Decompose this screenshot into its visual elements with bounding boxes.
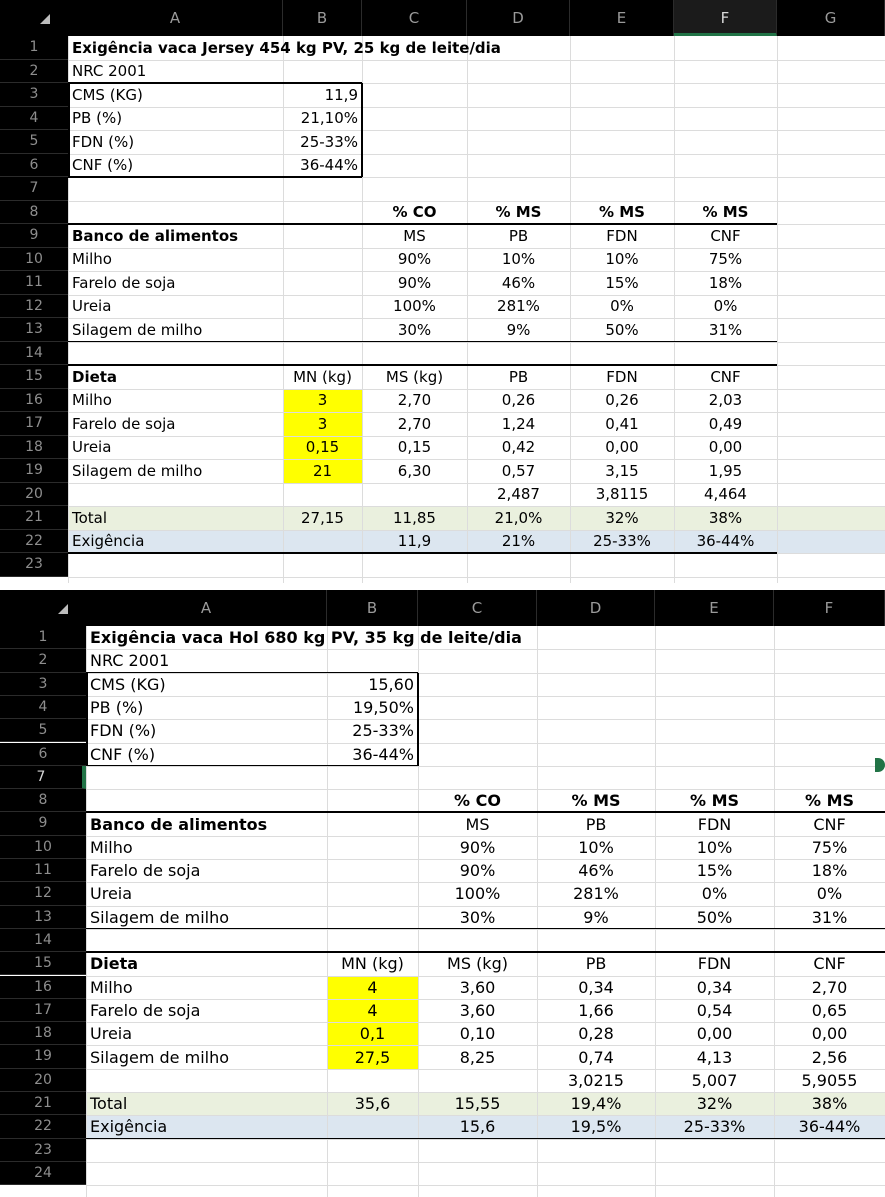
diet-header-cell[interactable]: CNF xyxy=(710,367,741,386)
food-fdn-cell[interactable]: 10% xyxy=(605,250,639,269)
food-pb-cell[interactable]: 9% xyxy=(583,907,609,927)
food-cnf-cell[interactable]: 31% xyxy=(708,320,743,339)
diet-header-cell[interactable]: FDN xyxy=(606,367,638,386)
total-cnf-cell[interactable]: 38% xyxy=(811,1094,848,1114)
diet-fdn-cell[interactable]: 0,34 xyxy=(696,977,733,997)
food-ms-cell[interactable]: 100% xyxy=(454,884,501,904)
diet-cnf-cell[interactable]: 1,95 xyxy=(708,461,743,480)
bank-header-top-cell[interactable]: % MS xyxy=(599,203,645,222)
row-header-8[interactable]: 8 xyxy=(0,201,68,225)
diet-fdn-cell[interactable]: 0,41 xyxy=(605,414,639,433)
total-mn-cell[interactable]: 35,6 xyxy=(354,1094,391,1114)
diet-food-name-cell[interactable]: Ureia xyxy=(90,1024,133,1044)
bank-title-cell[interactable]: Banco de alimentos xyxy=(72,226,239,245)
food-fdn-cell[interactable]: 0% xyxy=(610,297,634,316)
row-header-11[interactable]: 11 xyxy=(0,859,86,882)
diet-food-name-cell[interactable]: Silagem de milho xyxy=(90,1047,230,1067)
requirement-value-cell[interactable]: 36-44% xyxy=(300,156,358,175)
row-header-19[interactable]: 19 xyxy=(0,459,68,483)
row-header-12[interactable]: 12 xyxy=(0,295,68,319)
column-header-d[interactable]: D xyxy=(537,590,655,626)
requirement-value-cell[interactable]: 11,9 xyxy=(324,85,358,104)
diet-fdn-cell[interactable]: 0,26 xyxy=(605,391,639,410)
bank-header-top-cell[interactable]: % MS xyxy=(702,203,749,222)
row-header-14[interactable]: 14 xyxy=(0,929,86,952)
bank-header-top-cell[interactable]: % MS xyxy=(571,791,621,811)
requirement-label-cell[interactable]: CNF (%) xyxy=(90,744,156,764)
bank-header-cell[interactable]: PB xyxy=(585,814,607,834)
bank-header-top-cell[interactable]: % MS xyxy=(804,791,855,811)
bank-header-cell[interactable]: FDN xyxy=(697,814,732,834)
diet-header-cell[interactable]: MS (kg) xyxy=(385,367,444,386)
requirement-value-cell[interactable]: 25-33% xyxy=(352,721,414,741)
row-header-19[interactable]: 19 xyxy=(0,1045,86,1068)
bank-title-cell[interactable]: Banco de alimentos xyxy=(90,814,268,834)
food-ms-cell[interactable]: 30% xyxy=(397,320,432,339)
row-header-23[interactable]: 23 xyxy=(0,553,68,577)
diet-cnf-cell[interactable]: 0,49 xyxy=(708,414,743,433)
food-cnf-cell[interactable]: 75% xyxy=(811,837,848,857)
requirement-value-cell[interactable]: 21,10% xyxy=(300,109,358,128)
row-header-21[interactable]: 21 xyxy=(0,1092,86,1115)
food-cnf-cell[interactable]: 75% xyxy=(708,250,743,269)
food-name-cell[interactable]: Farelo de soja xyxy=(90,861,201,881)
diet-fdn-cell[interactable]: 3,15 xyxy=(605,461,639,480)
requirement-label-cell[interactable]: FDN (%) xyxy=(90,721,157,741)
food-cnf-cell[interactable]: 18% xyxy=(708,273,743,292)
food-fdn-cell[interactable]: 15% xyxy=(605,273,639,292)
food-pb-cell[interactable]: 9% xyxy=(506,320,531,339)
bank-header-top-cell[interactable]: % CO xyxy=(454,791,501,811)
requirement-fdn-cell[interactable]: 25-33% xyxy=(593,532,651,551)
food-fdn-cell[interactable]: 0% xyxy=(701,884,728,904)
diet-food-name-cell[interactable]: Milho xyxy=(72,391,112,410)
total-label-cell[interactable]: Total xyxy=(90,1094,128,1114)
sum-pb-cell[interactable]: 2,487 xyxy=(497,485,540,504)
food-ms-cell[interactable]: 100% xyxy=(393,297,436,316)
food-ms-cell[interactable]: 90% xyxy=(459,861,496,881)
diet-food-name-cell[interactable]: Farelo de soja xyxy=(90,1000,201,1020)
sum-pb-cell[interactable]: 3,0215 xyxy=(568,1070,624,1090)
row-header-20[interactable]: 20 xyxy=(0,483,68,507)
column-header-g[interactable]: G xyxy=(777,0,885,36)
diet-cnf-cell[interactable]: 0,00 xyxy=(811,1024,848,1044)
diet-mn-input-cell[interactable]: 0,1 xyxy=(359,1024,386,1044)
column-header-e[interactable]: E xyxy=(655,590,774,626)
bank-header-top-cell[interactable]: % MS xyxy=(689,791,740,811)
row-header-2[interactable]: 2 xyxy=(0,649,86,672)
row-header-5[interactable]: 5 xyxy=(0,130,68,154)
column-header-d[interactable]: D xyxy=(467,0,570,36)
diet-pb-cell[interactable]: 0,57 xyxy=(501,461,536,480)
sum-fdn-cell[interactable]: 5,007 xyxy=(691,1070,738,1090)
requirement-pb-cell[interactable]: 19,5% xyxy=(570,1117,622,1137)
row-header-8[interactable]: 8 xyxy=(0,789,86,812)
row-header-1[interactable]: 1 xyxy=(0,626,86,649)
column-header-f[interactable]: F xyxy=(774,590,885,626)
diet-header-cell[interactable]: MN (kg) xyxy=(293,367,352,386)
bank-header-cell[interactable]: MS xyxy=(403,226,426,245)
row-header-10[interactable]: 10 xyxy=(0,248,68,272)
food-fdn-cell[interactable]: 10% xyxy=(696,837,733,857)
row-header-6[interactable]: 6 xyxy=(0,743,86,766)
row-header-3[interactable]: 3 xyxy=(0,673,86,696)
diet-mn-input-cell[interactable]: 21 xyxy=(312,461,333,480)
row-header-15[interactable]: 15 xyxy=(0,365,68,389)
row-header-9[interactable]: 9 xyxy=(0,812,86,835)
gridline-vertical xyxy=(777,36,778,583)
row-header-24[interactable]: 24 xyxy=(0,1162,86,1185)
diet-cnf-cell[interactable]: 0,65 xyxy=(811,1000,848,1020)
row-header-11[interactable]: 11 xyxy=(0,271,68,295)
diet-fdn-cell[interactable]: 0,00 xyxy=(605,438,639,457)
bank-header-cell[interactable]: CNF xyxy=(813,814,846,834)
diet-fdn-cell[interactable]: 4,13 xyxy=(696,1047,733,1067)
source-cell[interactable]: NRC 2001 xyxy=(90,651,170,671)
select-all-button[interactable] xyxy=(0,0,68,36)
diet-pb-cell[interactable]: 0,26 xyxy=(501,391,536,410)
bank-header-cell[interactable]: FDN xyxy=(606,226,638,245)
diet-mn-input-cell[interactable]: 4 xyxy=(367,977,378,997)
diet-cnf-cell[interactable]: 0,00 xyxy=(708,438,743,457)
food-fdn-cell[interactable]: 50% xyxy=(696,907,733,927)
sum-cnf-cell[interactable]: 4,464 xyxy=(704,485,747,504)
row-header-14[interactable]: 14 xyxy=(0,342,68,366)
column-header-b[interactable]: B xyxy=(327,590,418,626)
total-fdn-cell[interactable]: 32% xyxy=(605,508,639,527)
food-pb-cell[interactable]: 281% xyxy=(573,884,619,904)
diet-pb-cell[interactable]: 0,74 xyxy=(578,1047,614,1067)
row-header-9[interactable]: 9 xyxy=(0,224,68,248)
row-header-10[interactable]: 10 xyxy=(0,836,86,859)
diet-ms-cell[interactable]: 3,60 xyxy=(459,1000,496,1020)
total-cnf-cell[interactable]: 38% xyxy=(708,508,743,527)
diet-ms-cell[interactable]: 2,70 xyxy=(397,414,432,433)
requirement-cnf-cell[interactable]: 36-44% xyxy=(798,1117,861,1137)
diet-mn-input-cell[interactable]: 4 xyxy=(367,1000,378,1020)
row-header-13[interactable]: 13 xyxy=(0,318,68,342)
diet-mn-input-cell[interactable]: 3 xyxy=(317,414,328,433)
diet-title-cell[interactable]: Dieta xyxy=(90,954,139,974)
diet-title-cell[interactable]: Dieta xyxy=(72,367,118,386)
food-ms-cell[interactable]: 90% xyxy=(397,273,432,292)
requirement-label-cell[interactable]: FDN (%) xyxy=(72,132,135,151)
select-all-icon xyxy=(58,604,68,614)
column-header-a[interactable]: A xyxy=(86,590,327,626)
row-header-4[interactable]: 4 xyxy=(0,696,86,719)
row-header-7[interactable]: 7 xyxy=(0,177,68,201)
total-fdn-cell[interactable]: 32% xyxy=(696,1094,733,1114)
food-pb-cell[interactable]: 10% xyxy=(501,250,536,269)
row-header-4[interactable]: 4 xyxy=(0,107,68,131)
column-header-b[interactable]: B xyxy=(283,0,362,36)
diet-pb-cell[interactable]: 0,34 xyxy=(578,977,614,997)
sum-cnf-cell[interactable]: 5,9055 xyxy=(801,1070,858,1090)
bank-header-cell[interactable]: MS xyxy=(465,814,490,834)
row-header-16[interactable]: 16 xyxy=(0,389,68,413)
column-header-c[interactable]: C xyxy=(362,0,467,36)
column-header-a[interactable]: A xyxy=(68,0,283,36)
requirement-label-cell[interactable]: CMS (KG) xyxy=(90,674,166,694)
food-name-cell[interactable]: Silagem de milho xyxy=(90,907,230,927)
total-pb-cell[interactable]: 21,0% xyxy=(494,508,543,527)
row-header-21[interactable]: 21 xyxy=(0,506,68,530)
sum-fdn-cell[interactable]: 3,8115 xyxy=(595,485,649,504)
row-header-6[interactable]: 6 xyxy=(0,154,68,178)
diet-pb-cell[interactable]: 1,66 xyxy=(578,1000,614,1020)
total-ms-cell[interactable]: 11,85 xyxy=(393,508,436,527)
requirement-label-cell[interactable]: Exigência xyxy=(72,532,145,551)
total-ms-cell[interactable]: 15,55 xyxy=(454,1094,501,1114)
food-cnf-cell[interactable]: 0% xyxy=(816,884,843,904)
row-header-22[interactable]: 22 xyxy=(0,1115,86,1138)
diet-food-name-cell[interactable]: Silagem de milho xyxy=(72,461,203,480)
diet-header-cell[interactable]: FDN xyxy=(697,954,732,974)
row-header-18[interactable]: 18 xyxy=(0,1022,86,1045)
gridline-horizontal xyxy=(86,1162,885,1163)
diet-ms-cell[interactable]: 0,10 xyxy=(459,1024,496,1044)
row-header-2[interactable]: 2 xyxy=(0,60,68,84)
row-header-12[interactable]: 12 xyxy=(0,882,86,905)
gridline-horizontal xyxy=(86,1185,885,1186)
diet-header-cell[interactable]: PB xyxy=(508,367,529,386)
diet-food-name-cell[interactable]: Ureia xyxy=(72,438,112,457)
requirement-label-cell[interactable]: PB (%) xyxy=(72,109,123,128)
fill-handle-icon[interactable] xyxy=(875,758,885,772)
row-header-20[interactable]: 20 xyxy=(0,1069,86,1092)
column-header-f[interactable]: F xyxy=(674,0,777,36)
requirement-cnf-cell[interactable]: 36-44% xyxy=(696,532,755,551)
row-header-17[interactable]: 17 xyxy=(0,412,68,436)
food-name-cell[interactable]: Milho xyxy=(90,837,133,857)
requirement-label-cell[interactable]: PB (%) xyxy=(90,698,144,718)
diet-header-cell[interactable]: MN (kg) xyxy=(341,954,404,974)
food-name-cell[interactable]: Ureia xyxy=(72,297,112,316)
diet-ms-cell[interactable]: 6,30 xyxy=(397,461,432,480)
requirement-ms-cell[interactable]: 15,6 xyxy=(459,1117,496,1137)
diet-pb-cell[interactable]: 1,24 xyxy=(501,414,536,433)
total-label-cell[interactable]: Total xyxy=(72,508,108,527)
diet-fdn-cell[interactable]: 0,54 xyxy=(696,1000,733,1020)
column-header-c[interactable]: C xyxy=(418,590,537,626)
requirement-pb-cell[interactable]: 21% xyxy=(501,532,536,551)
food-fdn-cell[interactable]: 50% xyxy=(605,320,639,339)
diet-fdn-cell[interactable]: 0,00 xyxy=(696,1024,733,1044)
diet-ms-cell[interactable]: 0,15 xyxy=(397,438,432,457)
spreadsheet-jersey xyxy=(0,0,885,583)
row-header-3[interactable]: 3 xyxy=(0,83,68,107)
diet-food-name-cell[interactable]: Farelo de soja xyxy=(72,414,176,433)
food-name-cell[interactable]: Ureia xyxy=(90,884,133,904)
row-header-23[interactable]: 23 xyxy=(0,1139,86,1162)
requirement-value-cell[interactable]: 19,50% xyxy=(352,698,414,718)
total-pb-cell[interactable]: 19,4% xyxy=(570,1094,622,1114)
gridline-horizontal xyxy=(68,577,885,578)
bank-header-cell[interactable]: CNF xyxy=(710,226,741,245)
diet-ms-cell[interactable]: 8,25 xyxy=(459,1047,496,1067)
diet-mn-input-cell[interactable]: 27,5 xyxy=(354,1047,391,1067)
requirement-value-cell[interactable]: 36-44% xyxy=(352,744,414,764)
row-header-17[interactable]: 17 xyxy=(0,999,86,1022)
food-pb-cell[interactable]: 46% xyxy=(578,861,614,881)
requirement-label-cell[interactable]: CMS (KG) xyxy=(72,85,143,104)
food-name-cell[interactable]: Milho xyxy=(72,250,112,269)
diet-ms-cell[interactable]: 3,60 xyxy=(459,977,496,997)
diet-cnf-cell[interactable]: 2,70 xyxy=(811,977,848,997)
row-header-7[interactable]: 7 xyxy=(0,766,86,789)
row-header-1[interactable]: 1 xyxy=(0,36,68,60)
diet-cnf-cell[interactable]: 2,03 xyxy=(708,391,743,410)
diet-mn-input-cell[interactable]: 3 xyxy=(317,391,328,410)
select-all-button[interactable] xyxy=(0,590,86,626)
select-all-icon xyxy=(40,14,50,24)
diet-ms-cell[interactable]: 2,70 xyxy=(397,391,432,410)
requirement-fdn-cell[interactable]: 25-33% xyxy=(683,1117,746,1137)
food-name-cell[interactable]: Silagem de milho xyxy=(72,320,203,339)
food-pb-cell[interactable]: 10% xyxy=(578,837,614,857)
food-pb-cell[interactable]: 281% xyxy=(497,297,540,316)
bank-header-top-cell[interactable]: % MS xyxy=(495,203,542,222)
food-pb-cell[interactable]: 46% xyxy=(501,273,536,292)
row-header-13[interactable]: 13 xyxy=(0,906,86,929)
diet-pb-cell[interactable]: 0,42 xyxy=(501,438,536,457)
bank-header-cell[interactable]: PB xyxy=(508,226,529,245)
diet-header-cell[interactable]: CNF xyxy=(813,954,846,974)
food-cnf-cell[interactable]: 0% xyxy=(713,297,738,316)
row-header-15[interactable]: 15 xyxy=(0,952,86,975)
spreadsheet-holstein xyxy=(0,590,885,1197)
food-ms-cell[interactable]: 90% xyxy=(397,250,432,269)
row-header-16[interactable]: 16 xyxy=(0,976,86,999)
food-ms-cell[interactable]: 90% xyxy=(459,837,496,857)
food-ms-cell[interactable]: 30% xyxy=(459,907,496,927)
requirement-label-cell[interactable]: Exigência xyxy=(90,1117,168,1137)
food-cnf-cell[interactable]: 31% xyxy=(811,907,848,927)
requirement-value-cell[interactable]: 25-33% xyxy=(300,132,358,151)
row-header-18[interactable]: 18 xyxy=(0,436,68,460)
requirement-label-cell[interactable]: CNF (%) xyxy=(72,156,134,175)
row-header-22[interactable]: 22 xyxy=(0,530,68,554)
diet-header-cell[interactable]: PB xyxy=(585,954,607,974)
row-header-5[interactable]: 5 xyxy=(0,719,86,742)
diet-food-name-cell[interactable]: Milho xyxy=(90,977,133,997)
sheet-title-cell[interactable]: Exigência vaca Hol 680 kg PV, 35 kg de leite/dia xyxy=(90,628,522,648)
requirement-value-cell[interactable]: 15,60 xyxy=(368,674,414,694)
diet-pb-cell[interactable]: 0,28 xyxy=(578,1024,614,1044)
food-fdn-cell[interactable]: 15% xyxy=(696,861,733,881)
requirement-ms-cell[interactable]: 11,9 xyxy=(397,532,432,551)
total-mn-cell[interactable]: 27,15 xyxy=(301,508,344,527)
source-cell[interactable]: NRC 2001 xyxy=(72,62,147,81)
sheet-title-cell[interactable]: Exigência vaca Jersey 454 kg PV, 25 kg de leite/dia xyxy=(72,38,501,57)
bank-header-top-cell[interactable]: % CO xyxy=(392,203,437,222)
diet-header-cell[interactable]: MS (kg) xyxy=(447,954,508,974)
food-cnf-cell[interactable]: 18% xyxy=(811,861,848,881)
food-name-cell[interactable]: Farelo de soja xyxy=(72,273,176,292)
diet-cnf-cell[interactable]: 2,56 xyxy=(811,1047,848,1067)
diet-mn-input-cell[interactable]: 0,15 xyxy=(305,438,340,457)
column-header-e[interactable]: E xyxy=(570,0,674,36)
